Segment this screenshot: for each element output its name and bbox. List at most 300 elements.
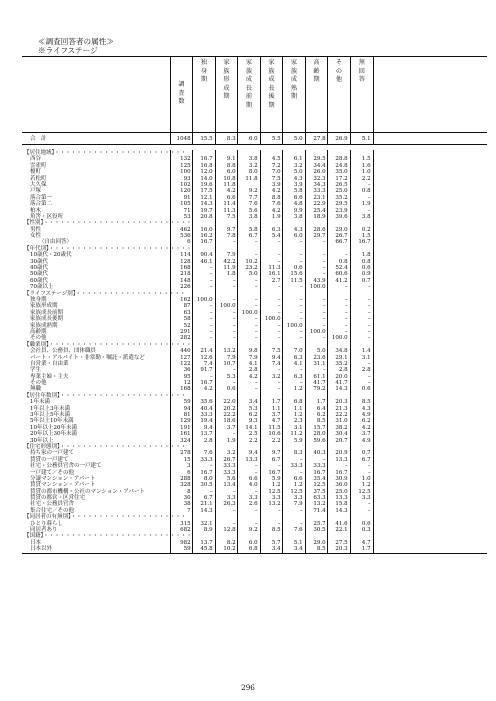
cell-value: – bbox=[367, 501, 371, 508]
table-body bbox=[22, 150, 487, 553]
cell-value: 0.6 bbox=[361, 386, 371, 393]
cell-value: 4.3 bbox=[361, 405, 371, 412]
cell-value: – bbox=[232, 277, 236, 284]
cell-value: 5.6 bbox=[226, 475, 236, 482]
cell-value: 61.1 bbox=[313, 373, 326, 380]
cell-value: 6 bbox=[187, 239, 191, 246]
cell-value: 5.0 bbox=[316, 348, 326, 355]
row-label: 戸塚 bbox=[30, 188, 42, 195]
cell-value: – bbox=[299, 328, 303, 335]
row-label: 30歳代 bbox=[30, 258, 48, 265]
cell-value: 3.8 bbox=[293, 213, 303, 220]
cell-value: 26.7 bbox=[223, 456, 236, 463]
cell-value: 12.5 bbox=[358, 488, 371, 495]
cell-value: 168 bbox=[180, 265, 191, 272]
cell-value: 100.0 bbox=[309, 284, 326, 291]
cell-value: 4.9 bbox=[361, 412, 371, 419]
cell-value: – bbox=[367, 380, 371, 387]
cell-value: 60.6 bbox=[335, 271, 348, 278]
cell-value: – bbox=[209, 322, 213, 329]
cell-value: 13.2 bbox=[313, 501, 326, 508]
cell-value: 6.0 bbox=[293, 233, 303, 240]
cell-value: 6.6 bbox=[248, 475, 258, 482]
cell-value: – bbox=[277, 367, 281, 374]
cell-value: – bbox=[367, 284, 371, 291]
cell-value: – bbox=[367, 463, 371, 470]
table-bottom-rule bbox=[22, 553, 487, 554]
cell-value: 7.0 bbox=[271, 169, 281, 176]
row-label: 社宅・公務員官舎の一戸建て bbox=[30, 463, 102, 470]
cell-value: 6.7 bbox=[248, 233, 258, 240]
column-rule bbox=[327, 133, 328, 144]
cell-value: 12.5 bbox=[313, 482, 326, 489]
cell-value: – bbox=[254, 386, 258, 393]
cell-value: – bbox=[299, 469, 303, 476]
cell-value: 3.2 bbox=[293, 162, 303, 169]
cell-value: 8.8 bbox=[271, 194, 281, 201]
cell-value: 25.7 bbox=[313, 520, 326, 527]
cell-value: 3.3 bbox=[248, 495, 258, 502]
cell-value: 59.6 bbox=[313, 437, 326, 444]
cell-value: 13.7 bbox=[200, 539, 213, 546]
cell-value: 7.0 bbox=[293, 348, 303, 355]
cell-value: 38 bbox=[183, 501, 191, 508]
cell-value: 1.7 bbox=[361, 546, 371, 553]
row-label: 角筈・区役所 bbox=[30, 213, 64, 220]
page-subtitle: ※ライフステージ bbox=[38, 46, 98, 55]
cell-value: 1.2 bbox=[361, 482, 371, 489]
cell-value: – bbox=[232, 328, 236, 335]
cell-value: 5.3 bbox=[248, 405, 258, 412]
cell-value: 20.2 bbox=[223, 405, 236, 412]
cell-value: 15.8 bbox=[335, 501, 348, 508]
cell-value: 7.4 bbox=[271, 360, 281, 367]
cell-value: 20.8 bbox=[200, 213, 213, 220]
cell-value: 5.0 bbox=[293, 169, 303, 176]
row-label: 社宅・公務員官舎 bbox=[30, 501, 75, 508]
cell-value: – bbox=[367, 303, 371, 310]
cell-value: 278 bbox=[180, 450, 191, 457]
cell-value: – bbox=[277, 309, 281, 316]
cell-value: 0.7 bbox=[361, 450, 371, 457]
cell-value: 35.2 bbox=[335, 194, 348, 201]
cell-value: 21.4 bbox=[200, 348, 213, 355]
cell-value: 7.2 bbox=[271, 162, 281, 169]
column-rule bbox=[305, 133, 306, 144]
cell-value: 3.8 bbox=[361, 213, 371, 220]
row-label: 無職 bbox=[30, 386, 42, 393]
cell-value: 3.8 bbox=[248, 213, 258, 220]
cell-value: – bbox=[344, 309, 348, 316]
cell-value: 16.7 bbox=[200, 469, 213, 476]
cell-value: 24.8 bbox=[335, 162, 348, 169]
cell-value: – bbox=[299, 303, 303, 310]
cell-value: 2.8 bbox=[361, 367, 371, 374]
cell-value: – bbox=[254, 469, 258, 476]
cell-value: 3.3 bbox=[293, 495, 303, 502]
cell-value: 4.2 bbox=[271, 188, 281, 195]
cell-value: – bbox=[277, 239, 281, 246]
cell-value: – bbox=[232, 309, 236, 316]
cell-value: 0.9 bbox=[361, 271, 371, 278]
cell-value: – bbox=[322, 239, 326, 246]
column-rule bbox=[260, 133, 261, 144]
cell-value: 33.3 bbox=[200, 412, 213, 419]
cell-value: 1.5 bbox=[361, 233, 371, 240]
cell-value: – bbox=[209, 488, 213, 495]
cell-value: 25.0 bbox=[335, 188, 348, 195]
column-rule bbox=[237, 150, 238, 553]
column-header-6 bbox=[305, 57, 327, 133]
row-label: 賃貸マンション・アパート bbox=[30, 482, 96, 489]
cell-value: 15 bbox=[183, 456, 191, 463]
cell-value: 218 bbox=[180, 271, 191, 278]
cell-value: 4.0 bbox=[248, 482, 258, 489]
cell-value: 2.2 bbox=[248, 437, 258, 444]
cell-value: 23.6 bbox=[313, 354, 326, 361]
cell-value: 41.7 bbox=[313, 380, 326, 387]
cell-value: – bbox=[322, 335, 326, 342]
cell-value: – bbox=[232, 507, 236, 514]
cell-value: 52 bbox=[183, 322, 191, 329]
cell-value: 4.2 bbox=[248, 373, 258, 380]
cell-value: 8.9 bbox=[203, 527, 213, 534]
cell-value: – bbox=[277, 380, 281, 387]
cell-value: 63 bbox=[183, 309, 191, 316]
cell-value: 12.5 bbox=[290, 488, 303, 495]
cell-value: 9.1 bbox=[226, 156, 236, 163]
cell-value: 35.4 bbox=[313, 475, 326, 482]
cell-value: 4.5 bbox=[271, 156, 281, 163]
cell-value: 42.2 bbox=[223, 258, 236, 265]
column-rule bbox=[215, 133, 216, 144]
cell-value: – bbox=[277, 258, 281, 265]
column-rule bbox=[215, 150, 216, 553]
cell-value: 41.6 bbox=[335, 520, 348, 527]
cell-value: – bbox=[299, 335, 303, 342]
cell-value: 8.3 bbox=[226, 136, 236, 142]
cell-value: 2.2 bbox=[361, 175, 371, 182]
row-label: 50歳代 bbox=[30, 271, 48, 278]
row-label: 【居住地域】・・・・・・・・・・・・・・・・・・・・・・・・ bbox=[24, 150, 187, 156]
cell-value: 4.3 bbox=[293, 175, 303, 182]
cell-value: 12.0 bbox=[200, 169, 213, 176]
cell-value: – bbox=[277, 463, 281, 470]
cell-value: 4.3 bbox=[293, 226, 303, 233]
cell-value: 9.9 bbox=[293, 207, 303, 214]
column-header-label: そ の 他 bbox=[335, 59, 343, 84]
cell-value: 9.4 bbox=[203, 424, 213, 431]
row-label: 大久保 bbox=[30, 181, 47, 188]
cell-value: 33.3 bbox=[200, 456, 213, 463]
cell-value: – bbox=[367, 296, 371, 303]
cell-value: – bbox=[367, 309, 371, 316]
cell-value: 90.4 bbox=[200, 252, 213, 259]
cell-value: 0.6 bbox=[361, 265, 371, 272]
cell-value: 34.3 bbox=[313, 181, 326, 188]
row-label: 賃貸の都営・区営住宅 bbox=[30, 495, 86, 502]
column-rule bbox=[237, 133, 238, 144]
column-header-8 bbox=[350, 57, 373, 133]
row-label: 男性 bbox=[30, 226, 42, 233]
page-title: ≪調査回答者の属性≫ bbox=[38, 37, 114, 46]
column-header-label: 家 族 成 長 後 期 bbox=[268, 59, 275, 109]
cell-value: 31.1 bbox=[313, 360, 326, 367]
cell-value: 162 bbox=[180, 296, 191, 303]
column-header-label: 高 齢 期 bbox=[313, 59, 320, 84]
column-rule bbox=[373, 150, 374, 553]
cell-value: 132 bbox=[180, 156, 191, 163]
cell-value: 9.8 bbox=[248, 348, 258, 355]
cell-value: – bbox=[277, 296, 281, 303]
cell-value: 11.5 bbox=[290, 277, 303, 284]
cell-value: 148 bbox=[180, 277, 191, 284]
row-label: 1年未満 bbox=[30, 399, 50, 406]
row-label: 集合住宅／その他 bbox=[30, 507, 75, 514]
cell-value: 0.2 bbox=[361, 226, 371, 233]
cell-value: 128 bbox=[180, 258, 191, 265]
row-label: 一戸建て／その他 bbox=[30, 469, 75, 476]
cell-value: 3.3 bbox=[226, 495, 236, 502]
cell-value: – bbox=[367, 373, 371, 380]
cell-value: – bbox=[367, 316, 371, 323]
cell-value: 100.0 bbox=[241, 309, 258, 316]
cell-value: 13.3 bbox=[335, 495, 348, 502]
cell-value: – bbox=[322, 271, 326, 278]
cell-value: 536 bbox=[180, 233, 191, 240]
cell-value: 5.9 bbox=[293, 437, 303, 444]
cell-value: 5.3 bbox=[226, 373, 236, 380]
cell-value: 5.1 bbox=[361, 136, 371, 142]
cell-value: 1.1 bbox=[293, 405, 303, 412]
cell-value: – bbox=[209, 335, 213, 342]
cell-value: 14.3 bbox=[335, 507, 348, 514]
cell-value: 282 bbox=[180, 335, 191, 342]
cell-value: 122 bbox=[180, 360, 191, 367]
row-label: 榎町 bbox=[30, 169, 42, 176]
cell-value: – bbox=[322, 367, 326, 374]
cell-value: 6.8 bbox=[248, 546, 258, 553]
total-row bbox=[22, 133, 487, 145]
cell-value: 324 bbox=[180, 437, 191, 444]
cell-value: – bbox=[299, 367, 303, 374]
cell-value: 15.7 bbox=[313, 424, 326, 431]
cell-value: 20.3 bbox=[335, 546, 348, 553]
cell-value: 71 bbox=[183, 207, 191, 214]
cell-value: 10.2 bbox=[223, 546, 236, 553]
row-label: その他 bbox=[30, 380, 47, 387]
cell-value: 102 bbox=[180, 181, 191, 188]
cell-value: 33.3 bbox=[223, 463, 236, 470]
cell-value: 168 bbox=[180, 386, 191, 393]
cell-value: – bbox=[232, 239, 236, 246]
cell-value: 1.2 bbox=[271, 482, 281, 489]
cell-value: – bbox=[322, 296, 326, 303]
cell-value: 1.0 bbox=[361, 475, 371, 482]
cell-value: 16.7 bbox=[268, 469, 281, 476]
cell-value: – bbox=[322, 265, 326, 272]
column-header-label: 無 回 答 bbox=[358, 59, 365, 84]
row-label: 【居住年数別】・・・・・・・・・・・・・・・・・・・・・・・ bbox=[24, 392, 187, 399]
cell-value: 30.5 bbox=[200, 482, 213, 489]
cell-value: – bbox=[254, 380, 258, 387]
column-rule bbox=[170, 133, 171, 144]
cell-value: 31.0 bbox=[335, 418, 348, 425]
cell-value: 1.8 bbox=[361, 252, 371, 259]
cell-value: 16.8 bbox=[200, 162, 213, 169]
cell-value: 29.1 bbox=[335, 354, 348, 361]
cell-value: 288 bbox=[180, 475, 191, 482]
cell-value: 4.7 bbox=[361, 539, 371, 546]
cell-value: – bbox=[254, 239, 258, 246]
cell-value: 46.1 bbox=[200, 258, 213, 265]
cell-value: 0.6 bbox=[361, 520, 371, 527]
cell-value: – bbox=[254, 303, 258, 310]
column-header-4 bbox=[260, 57, 282, 133]
cell-value: 12.1 bbox=[200, 194, 213, 201]
cell-value: 4.1 bbox=[248, 360, 258, 367]
row-label: 西谷 bbox=[30, 156, 42, 163]
cell-value: 29.5 bbox=[335, 201, 348, 208]
cell-value: 18.6 bbox=[223, 418, 236, 425]
cell-value: 22.1 bbox=[335, 527, 348, 534]
cell-value: 2.6 bbox=[248, 501, 258, 508]
column-header-2 bbox=[215, 57, 237, 133]
attribute-table bbox=[22, 56, 487, 554]
cell-value: 5.0 bbox=[293, 136, 303, 142]
cell-value: 5.8 bbox=[248, 226, 258, 233]
cell-value: – bbox=[254, 335, 258, 342]
cell-value: 16.1 bbox=[268, 271, 281, 278]
cell-value: 3.4 bbox=[248, 399, 258, 406]
cell-value: 100.0 bbox=[219, 303, 236, 310]
cell-value: 7.5 bbox=[271, 175, 281, 182]
cell-value: 0.3 bbox=[361, 527, 371, 534]
cell-value: 1.5 bbox=[361, 156, 371, 163]
cell-value: – bbox=[277, 520, 281, 527]
cell-value: 16.7 bbox=[335, 469, 348, 476]
row-label: 柏木 bbox=[30, 207, 42, 214]
cell-value: 7.6 bbox=[271, 201, 281, 208]
row-label: 60歳代 bbox=[30, 277, 48, 284]
cell-value: 11.9 bbox=[223, 265, 236, 272]
row-label: 家族成長前期 bbox=[30, 309, 64, 316]
cell-value: 14.1 bbox=[245, 424, 258, 431]
cell-value: 33.3 bbox=[290, 463, 303, 470]
cell-value: 13.3 bbox=[335, 456, 348, 463]
cell-value: 440 bbox=[180, 348, 191, 355]
cell-value: 3.2 bbox=[248, 162, 258, 169]
cell-value: 3.9 bbox=[293, 181, 303, 188]
cell-value: 45.8 bbox=[200, 546, 213, 553]
cell-value: 6.2 bbox=[316, 412, 326, 419]
cell-value: – bbox=[322, 252, 326, 259]
cell-value: 16.0 bbox=[200, 226, 213, 233]
cell-value: 20.7 bbox=[335, 437, 348, 444]
cell-value: 28.8 bbox=[335, 156, 348, 163]
cell-value: 23.1 bbox=[313, 194, 326, 201]
cell-value: 226 bbox=[180, 284, 191, 291]
cell-value: 3.8 bbox=[248, 156, 258, 163]
cell-value: 7.9 bbox=[226, 252, 236, 259]
cell-value: – bbox=[367, 181, 371, 188]
cell-value: 8.5 bbox=[361, 399, 371, 406]
cell-value: 66.7 bbox=[335, 239, 348, 246]
cell-value: – bbox=[344, 316, 348, 323]
cell-value: – bbox=[232, 520, 236, 527]
cell-value: 22.2 bbox=[223, 412, 236, 419]
cell-value: 25.4 bbox=[313, 207, 326, 214]
row-label: 同居者あり bbox=[30, 527, 58, 534]
cell-value: 14.3 bbox=[335, 386, 348, 393]
cell-value: – bbox=[344, 328, 348, 335]
cell-value: – bbox=[299, 258, 303, 265]
cell-value: – bbox=[254, 322, 258, 329]
cell-value: 9.7 bbox=[271, 450, 281, 457]
cell-value: 29.5 bbox=[313, 156, 326, 163]
row-label: 【住宅形態別】・・・・・・・・・・・・・・・・・・・・・・・ bbox=[24, 443, 187, 450]
column-rule bbox=[373, 133, 374, 144]
row-label: 独身期 bbox=[30, 296, 47, 303]
cell-value: 22.2 bbox=[335, 412, 348, 419]
row-label: 女性 bbox=[30, 233, 42, 240]
cell-value: 63.3 bbox=[313, 495, 326, 502]
cell-value: 6.0 bbox=[248, 136, 258, 142]
row-label: 若松町 bbox=[30, 175, 47, 182]
row-label: 【職業別】・・・・・・・・・・・・・・・・・・・・・・・・・・ bbox=[24, 341, 192, 348]
cell-value: 682 bbox=[180, 527, 191, 534]
cell-value: 4.2 bbox=[271, 207, 281, 214]
cell-value: 9.3 bbox=[248, 418, 258, 425]
cell-value: 36 bbox=[183, 367, 191, 374]
cell-value: 8.2 bbox=[226, 539, 236, 546]
cell-value: 27.8 bbox=[313, 136, 326, 142]
cell-value: 2.8 bbox=[338, 367, 348, 374]
cell-value: 15.6 bbox=[290, 271, 303, 278]
cell-value: 6.4 bbox=[316, 405, 326, 412]
cell-value: 3 bbox=[187, 463, 191, 470]
cell-value: – bbox=[322, 456, 326, 463]
cell-value: 35.0 bbox=[335, 169, 348, 176]
cell-value: 11.4 bbox=[223, 201, 236, 208]
cell-value: 23.9 bbox=[335, 207, 348, 214]
cell-value: 11.3 bbox=[223, 207, 236, 214]
column-rule bbox=[350, 133, 351, 144]
cell-value: 3.7 bbox=[271, 412, 281, 419]
cell-value: 22.0 bbox=[223, 399, 236, 406]
row-label: 日本 bbox=[30, 539, 42, 546]
cell-value: – bbox=[367, 207, 371, 214]
cell-value: – bbox=[344, 296, 348, 303]
row-label: 70歳以上 bbox=[30, 284, 54, 291]
cell-value: 53 bbox=[183, 213, 191, 220]
cell-value: – bbox=[209, 303, 213, 310]
cell-value: 7.6 bbox=[203, 450, 213, 457]
cell-value: – bbox=[299, 507, 303, 514]
cell-value: 100.0 bbox=[309, 328, 326, 335]
cell-value: 1.9 bbox=[226, 437, 236, 444]
cell-value: 14.3 bbox=[200, 201, 213, 208]
cell-value: 4.1 bbox=[293, 360, 303, 367]
cell-value: – bbox=[232, 335, 236, 342]
cell-value: – bbox=[232, 316, 236, 323]
cell-value: – bbox=[232, 367, 236, 374]
cell-value: 0.8 bbox=[338, 258, 348, 265]
cell-value: 6.7 bbox=[203, 495, 213, 502]
cell-value: – bbox=[209, 328, 213, 335]
cell-value: – bbox=[277, 507, 281, 514]
cell-value: 127 bbox=[180, 354, 191, 361]
